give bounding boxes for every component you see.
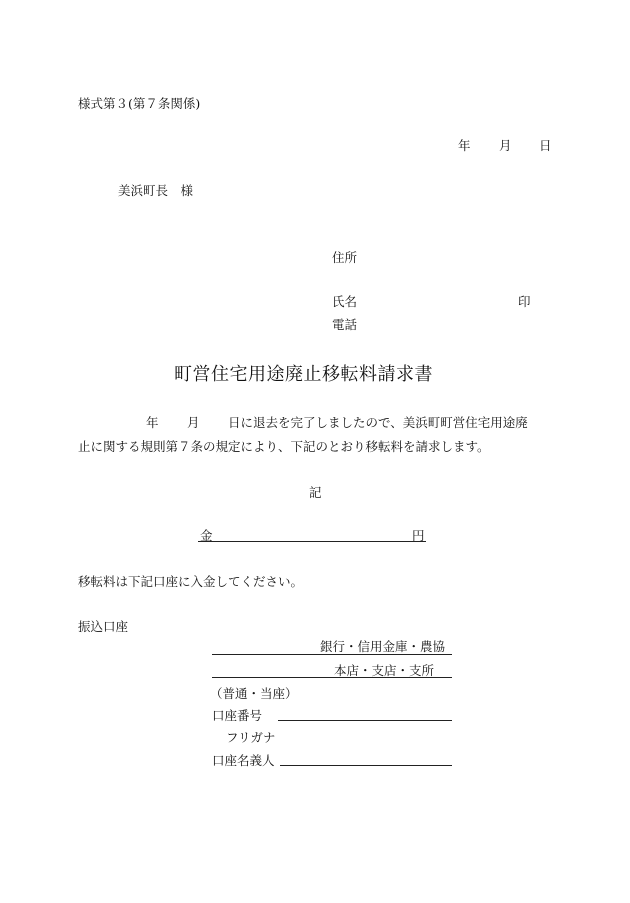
deposit-note: 移転料は下記口座に入金してください。 (78, 574, 304, 589)
body-year: 年 (146, 415, 159, 430)
addressee: 美浜町長 様 (118, 183, 194, 198)
account-holder-underline (280, 765, 452, 766)
body-month: 月 (187, 415, 200, 430)
form-number-label: 様式第３(第７条関係) (78, 96, 201, 111)
phone-label: 電話 (332, 317, 358, 332)
furigana-label: フリガナ (226, 730, 276, 745)
address-label: 住所 (332, 250, 358, 265)
account-number-label: 口座番号 (212, 708, 263, 723)
account-number-underline (278, 720, 452, 721)
branch-types: 本店・支店・支所 (334, 663, 435, 678)
branch-underline (212, 677, 452, 678)
bank-types: 銀行・信用金庫・農協 (320, 639, 446, 654)
body-line2: 止に関する規則第７条の規定により、下記のとおり移転料を請求します。 (78, 439, 490, 454)
date-day: 日 (539, 138, 552, 153)
account-type: （普通・当座） (210, 686, 298, 701)
amount-suffix: 円 (412, 528, 425, 543)
date-year: 年 (458, 138, 471, 153)
account-holder-label: 口座名義人 (212, 753, 275, 768)
transfer-account-heading: 振込口座 (78, 619, 129, 634)
ki-heading: 記 (309, 485, 322, 500)
body-line1: 日に退去を完了しましたので、美浜町町営住宅用途廃 (228, 415, 528, 430)
document-title: 町営住宅用途廃止移転料請求書 (174, 364, 433, 385)
bank-underline (212, 654, 452, 655)
amount-underline (198, 541, 426, 542)
seal-mark: 印 (518, 294, 531, 309)
name-label: 氏名 (332, 294, 358, 309)
amount-prefix: 金 (200, 528, 213, 543)
date-month: 月 (499, 138, 512, 153)
